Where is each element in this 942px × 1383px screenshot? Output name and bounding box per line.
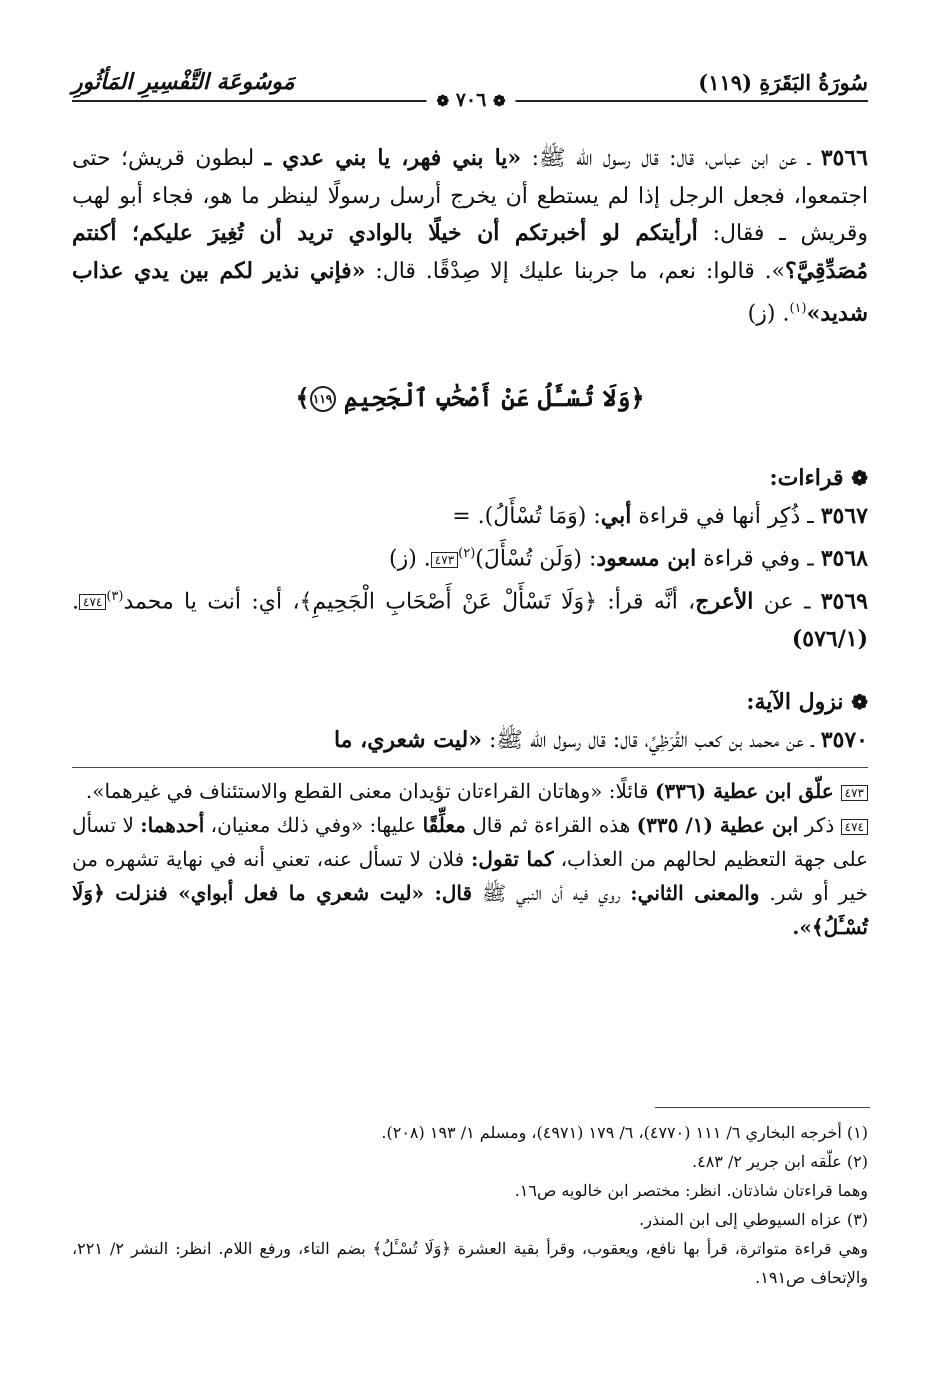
bold-text: قال: «ليت شعري ما فعل أبواي»	[178, 881, 473, 906]
footnote-1: (١) أخرجه البخاري ٦/ ١١١ (٤٧٧٠)، ٦/ ١٧٩ (٤٩٧١)، ومسلم ١/ ١٩٣ (٢٠٨).	[381, 1123, 868, 1142]
bold-text: أبي	[600, 502, 632, 529]
page-number-block	[426, 89, 515, 111]
footnotes	[72, 1118, 868, 1292]
flower-icon: ❁	[851, 466, 868, 491]
text: فنزلت ﴿وَلَا تُسْـَٔلُ﴾».	[72, 881, 868, 940]
bold-text: ابن مسعود	[596, 545, 697, 572]
footnote-ref[interactable]: (١)	[789, 301, 807, 316]
bold-text: ابن عطية (١/ ٣٣٥)	[636, 813, 799, 838]
bold-text: أحدهما:	[140, 813, 205, 838]
comment-number-box: ٤٧٤	[841, 819, 868, 835]
text: ـ عن	[753, 589, 821, 615]
section-heading-qiraat	[72, 460, 868, 498]
page-number: ٧٠٦	[455, 89, 487, 111]
hadith-number: ٣٥٧٠	[820, 726, 868, 753]
section-heading-label: قراءات:	[769, 465, 844, 492]
bold-text: أرأيتكم لو أخبرتكم أن خيلًا بالوادي تريد أن تُغِيرَ عليكم؛ أكنتم مُصَدِّقِيَّ؟	[72, 220, 868, 284]
text: عليها: «وفي ذلك معنيان،	[204, 813, 423, 838]
bold-text: الأعرج	[695, 588, 754, 615]
text: قائلًا: «وهاتان القراءتان تؤيدان معنى القطع والاستئناف في غيرهما».	[85, 779, 655, 804]
bold-text: والمعنى الثاني:	[630, 881, 760, 906]
comments-block	[72, 774, 868, 944]
comment-ref-box[interactable]: ٤٧٣	[431, 552, 458, 568]
hadith-number: ٣٥٦٧	[820, 502, 868, 529]
text: .	[72, 589, 79, 615]
hadith-3568	[72, 535, 868, 578]
footnote-ref[interactable]: (٢)	[458, 546, 476, 562]
text: ، أنَّه قرأ: ﴿وَلَا تَسْأَلْ عَنْ أَصْحَابِ الْجَحِيمِ﴾، أي: أنت يا محمد	[123, 589, 696, 615]
comments-divider	[72, 767, 868, 768]
ornament-icon: ❁	[492, 92, 506, 110]
hadith-3567	[72, 498, 868, 536]
text: . (ز)	[747, 301, 790, 327]
verse-number-icon: ١١٩	[310, 386, 336, 412]
text: ـ عن ابن عباس، قال: قال رسول الله ﷺ:	[521, 146, 821, 171]
bold-text: علّق ابن عطية (٣٣٦)	[654, 779, 841, 804]
bold-text: «ليت شعري، ما	[333, 726, 482, 753]
text: ـ وفي قراءة	[696, 546, 821, 572]
bold-text: معلِّقًا	[422, 813, 466, 838]
section-heading-nuzul	[72, 684, 868, 722]
comment-474	[72, 808, 868, 944]
main-text	[72, 140, 868, 944]
text: : (وَلَن تُسْأَلَ)	[475, 546, 597, 572]
comment-473	[72, 774, 868, 808]
text: فلان لا تسأل عنه، تعني أنه في نهاية تشهره من خير أو شر.	[72, 847, 868, 906]
text: : (وَمَا تُسْأَلُ). =	[452, 503, 601, 529]
footnote-2: (٢) علّقه ابن جرير ٢/ ٤٨٣.	[692, 1152, 868, 1171]
hadith-number: ٣٥٦٨	[820, 545, 868, 572]
footnote-3-note: وهي قراءة متواترة، قرأ بها نافع، ويعقوب، وقرأ بقية العشرة ﴿وَلَا تُسْـَٔلُ﴾ بضم التاء، ورفع اللام. انظر: النشر ٢/ ٢٢١، والإتحاف ص١٩١.	[72, 1239, 868, 1287]
text: لا تسأل على جهة التعظيم لحالهم من العذاب،	[72, 813, 868, 872]
section-heading-label: نزول الآية:	[746, 689, 844, 716]
bold-text: «فإني نذير لكم بين يدي عذاب شديد»	[72, 257, 868, 327]
text: ـ عن محمد بن كعب القُرَظِيِّ، قال: قال رسول الله ﷺ:	[481, 727, 821, 753]
verse-text: وَلَا تُسْـَٔلُ عَنْ أَصْحَٰبِ ٱلْجَحِيمِ	[343, 382, 631, 412]
text: روي فيه أن النبي ﷺ	[472, 881, 631, 906]
bracket-open: ﴿	[630, 382, 645, 412]
ornament-icon: ❁	[436, 92, 450, 110]
footnote-3: (٣) عزاه السيوطي إلى ابن المنذر.	[639, 1210, 868, 1229]
volume-reference: (٥٧٦/١)	[791, 625, 868, 652]
bracket-close: ﴾	[295, 382, 310, 412]
comment-ref-box[interactable]: ٤٧٤	[79, 594, 106, 610]
bold-text: كما تقول:	[471, 847, 554, 872]
hadith-3569	[72, 578, 868, 658]
quran-verse	[72, 379, 868, 417]
bold-text: «يا بني فهر، يا بني عدي ـ	[264, 145, 522, 171]
flower-icon: ❁	[851, 690, 868, 715]
text: ـ ذُكِر أنها في قراءة	[631, 503, 821, 529]
footnote-2-note: وهما قراءتان شاذتان. انظر: مختصر ابن خالويه ص١٦.	[514, 1181, 868, 1200]
surah-title: سُورَةُ البَقَرَةِ (١١٩)	[698, 70, 868, 95]
hadith-3570	[72, 722, 868, 760]
text: ». قالوا: نعم، ما جربنا عليك إلا صِدْقًا. قال:	[365, 258, 786, 284]
footnote-ref[interactable]: (٣)	[106, 589, 124, 605]
text: هذه القراءة ثم قال	[465, 813, 637, 838]
hadith-3566	[72, 140, 868, 333]
hadith-number: ٣٥٦٩	[820, 588, 868, 615]
text: لبطون قريش؛ حتى اجتمعوا، فجعل الرجل إذا لم يستطع أن يخرج أرسل رسولًا لينظر ما هو، فجاء أبو لهب وقريش ـ فقال:	[72, 146, 868, 246]
book-title: مَوسُوعَة التَّفْسِيرِ المَأثُورِ	[72, 69, 295, 95]
footnotes-divider	[655, 1107, 870, 1108]
comment-number-box: ٤٧٣	[841, 785, 868, 801]
text: ذكر	[798, 813, 841, 838]
text: . (ز)	[389, 546, 431, 572]
hadith-number: ٣٥٦٦	[820, 145, 868, 171]
